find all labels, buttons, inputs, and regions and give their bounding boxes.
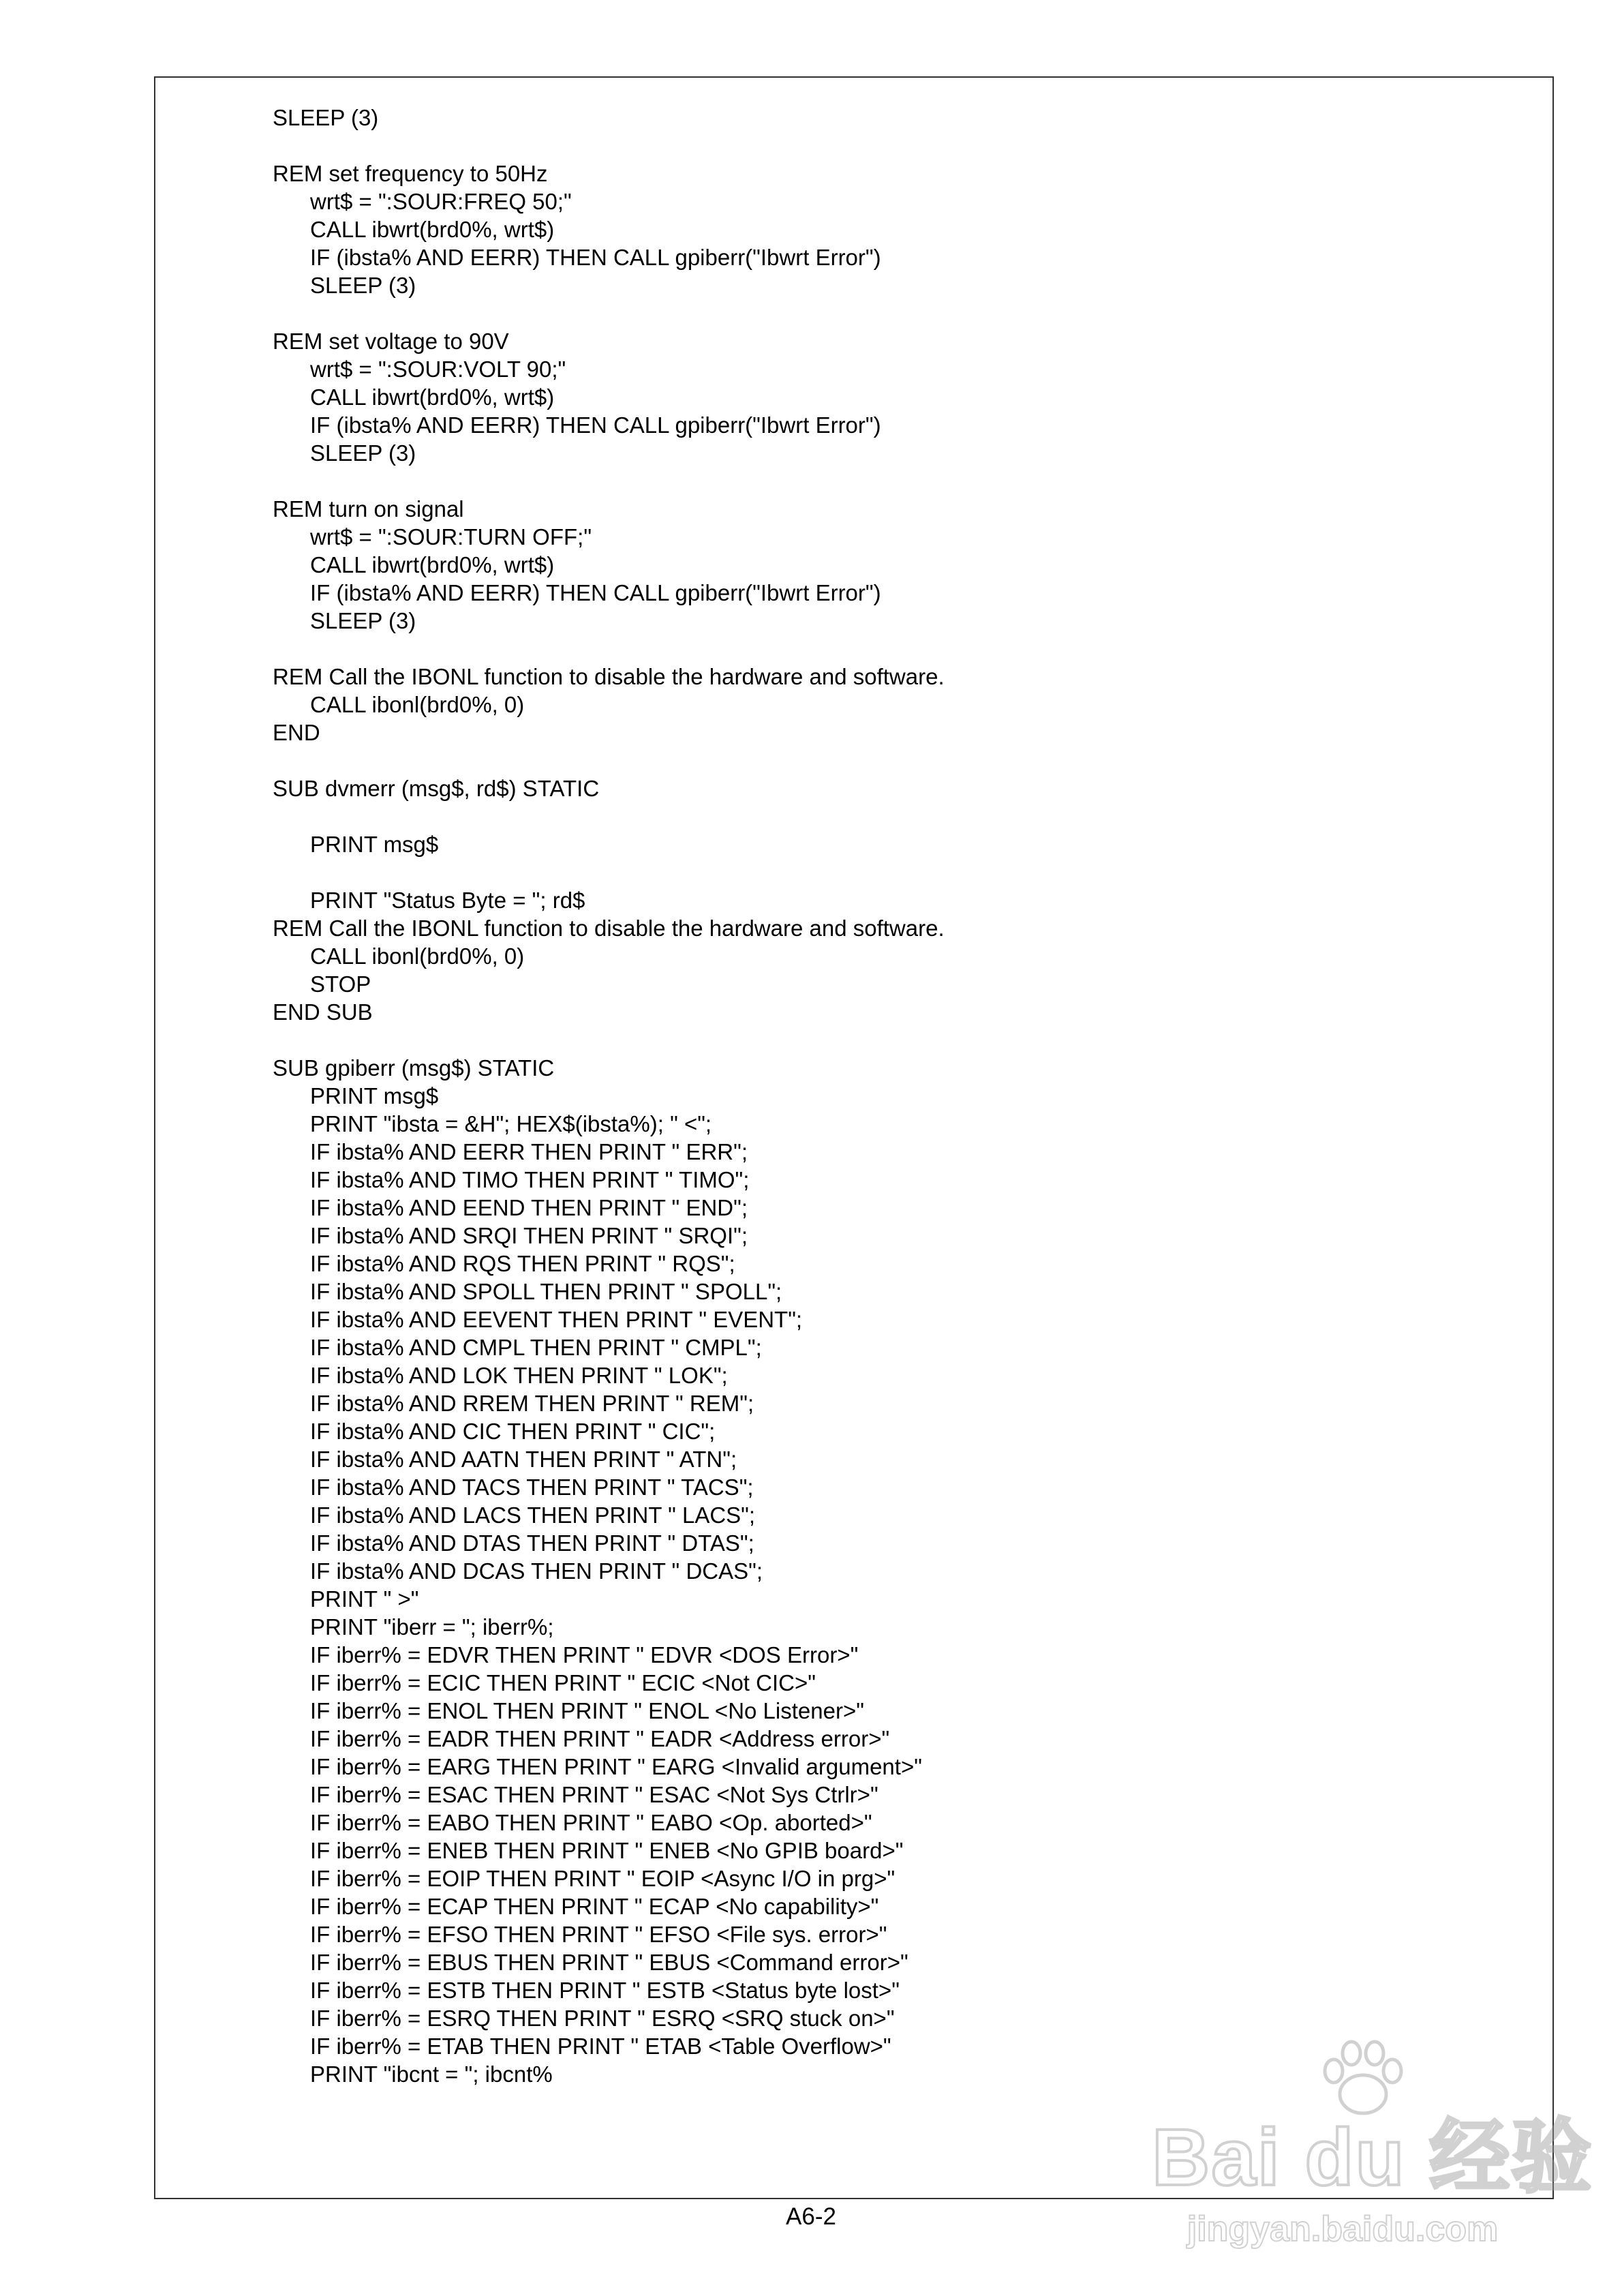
watermark-brand-text: Bai du 经验 <box>1152 2113 1593 2203</box>
code-line: IF iberr% = ETAB THEN PRINT " ETAB <Table Overflow>" <box>310 2034 891 2059</box>
code-line: IF iberr% = ENOL THEN PRINT " ENOL <No Listener>" <box>310 1698 864 1723</box>
code-line: IF iberr% = EBUS THEN PRINT " EBUS <Command error>" <box>310 1950 908 1975</box>
code-line: IF iberr% = ESRQ THEN PRINT " ESRQ <SRQ stuck on>" <box>310 2006 895 2031</box>
code-line: SLEEP (3) <box>310 440 416 466</box>
code-line: wrt$ = ":SOUR:VOLT 90;" <box>310 357 566 382</box>
code-line: wrt$ = ":SOUR:FREQ 50;" <box>310 189 572 214</box>
code-line: IF ibsta% AND TACS THEN PRINT " TACS"; <box>310 1475 754 1500</box>
code-line: PRINT "Status Byte = "; rd$ <box>310 888 585 913</box>
code-listing <box>273 104 1499 2088</box>
code-line: CALL ibwrt(brd0%, wrt$) <box>310 384 555 410</box>
code-line: STOP <box>310 971 371 997</box>
paw-icon <box>1319 2038 1407 2120</box>
code-line <box>273 299 1499 327</box>
code-line: IF ibsta% AND AATN THEN PRINT " ATN"; <box>310 1447 737 1472</box>
watermark-url-text: jingyan.baidu.com <box>1187 2209 1499 2249</box>
code-line: SUB gpiberr (msg$) STATIC <box>273 1055 555 1081</box>
code-line <box>273 132 1499 160</box>
code-line: REM Call the IBONL function to disable the hardware and software. <box>273 664 945 689</box>
code-line: IF iberr% = EOIP THEN PRINT " EOIP <Async I/O in prg>" <box>310 1866 896 1891</box>
code-line: IF ibsta% AND DCAS THEN PRINT " DCAS"; <box>310 1558 763 1584</box>
code-line: IF (ibsta% AND EERR) THEN CALL gpiberr("Ibwrt Error") <box>310 245 881 270</box>
code-line: REM set frequency to 50Hz <box>273 161 548 186</box>
code-line <box>273 1026 1499 1054</box>
code-line: IF ibsta% AND DTAS THEN PRINT " DTAS"; <box>310 1530 754 1556</box>
code-line: REM set voltage to 90V <box>273 329 509 354</box>
code-line: SLEEP (3) <box>310 608 416 633</box>
code-line: SLEEP (3) <box>273 105 379 130</box>
code-line: CALL ibwrt(brd0%, wrt$) <box>310 217 555 242</box>
code-line: PRINT "ibsta = &H"; HEX$(ibsta%); " <"; <box>310 1111 712 1136</box>
code-line: PRINT "iberr = "; iberr%; <box>310 1614 554 1640</box>
code-line: PRINT " >" <box>310 1586 419 1612</box>
code-line: IF ibsta% AND LOK THEN PRINT " LOK"; <box>310 1363 728 1388</box>
code-line: IF iberr% = EARG THEN PRINT " EARG <Invalid argument>" <box>310 1754 922 1779</box>
code-line: IF iberr% = ECAP THEN PRINT " ECAP <No capability>" <box>310 1894 879 1919</box>
code-line: IF ibsta% AND SPOLL THEN PRINT " SPOLL"; <box>310 1279 782 1304</box>
page-number: A6-2 <box>786 2203 836 2230</box>
code-line: IF iberr% = ECIC THEN PRINT " ECIC <Not CIC>" <box>310 1670 816 1695</box>
code-line: IF iberr% = ESTB THEN PRINT " ESTB <Status byte lost>" <box>310 1978 900 2003</box>
code-line: END SUB <box>273 999 373 1025</box>
code-line: IF iberr% = EADR THEN PRINT " EADR <Address error>" <box>310 1726 890 1751</box>
code-line: PRINT "ibcnt = "; ibcnt% <box>310 2061 553 2087</box>
code-line <box>273 467 1499 495</box>
code-line: IF ibsta% AND CMPL THEN PRINT " CMPL"; <box>310 1335 762 1360</box>
code-line: IF ibsta% AND EEVENT THEN PRINT " EVENT"; <box>310 1307 803 1332</box>
code-line: IF iberr% = EFSO THEN PRINT " EFSO <File sys. error>" <box>310 1922 887 1947</box>
code-line <box>273 802 1499 830</box>
code-line: IF ibsta% AND LACS THEN PRINT " LACS"; <box>310 1502 756 1528</box>
code-line: CALL ibonl(brd0%, 0) <box>310 692 525 717</box>
code-line: IF iberr% = EDVR THEN PRINT " EDVR <DOS Error>" <box>310 1642 859 1667</box>
code-line: SLEEP (3) <box>310 273 416 298</box>
code-line: PRINT msg$ <box>310 832 439 857</box>
code-line: IF iberr% = ENEB THEN PRINT " ENEB <No GPIB board>" <box>310 1838 904 1863</box>
code-line: wrt$ = ":SOUR:TURN OFF;" <box>310 524 592 549</box>
code-line <box>273 635 1499 663</box>
code-line <box>273 858 1499 886</box>
code-line: IF (ibsta% AND EERR) THEN CALL gpiberr("Ibwrt Error") <box>310 412 881 438</box>
code-line: PRINT msg$ <box>310 1083 439 1108</box>
code-line: SUB dvmerr (msg$, rd$) STATIC <box>273 776 600 801</box>
code-line: CALL ibonl(brd0%, 0) <box>310 943 525 969</box>
code-line: IF iberr% = ESAC THEN PRINT " ESAC <Not Sys Ctrlr>" <box>310 1782 878 1807</box>
code-line <box>273 746 1499 774</box>
code-line: IF ibsta% AND CIC THEN PRINT " CIC"; <box>310 1419 716 1444</box>
code-line: IF ibsta% AND RQS THEN PRINT " RQS"; <box>310 1251 735 1276</box>
code-line: IF ibsta% AND TIMO THEN PRINT " TIMO"; <box>310 1167 750 1192</box>
code-line: IF iberr% = EABO THEN PRINT " EABO <Op. aborted>" <box>310 1810 872 1835</box>
baidu-watermark <box>1152 2038 1593 2256</box>
code-line: IF ibsta% AND RREM THEN PRINT " REM"; <box>310 1391 754 1416</box>
code-line: IF ibsta% AND EERR THEN PRINT " ERR"; <box>310 1139 748 1164</box>
code-line: REM turn on signal <box>273 496 464 522</box>
code-line: REM Call the IBONL function to disable the hardware and software. <box>273 916 945 941</box>
code-line: IF ibsta% AND SRQI THEN PRINT " SRQI"; <box>310 1223 748 1248</box>
code-line: CALL ibwrt(brd0%, wrt$) <box>310 552 555 577</box>
code-line: IF (ibsta% AND EERR) THEN CALL gpiberr("Ibwrt Error") <box>310 580 881 605</box>
code-line: END <box>273 720 320 745</box>
code-line: IF ibsta% AND EEND THEN PRINT " END"; <box>310 1195 748 1220</box>
